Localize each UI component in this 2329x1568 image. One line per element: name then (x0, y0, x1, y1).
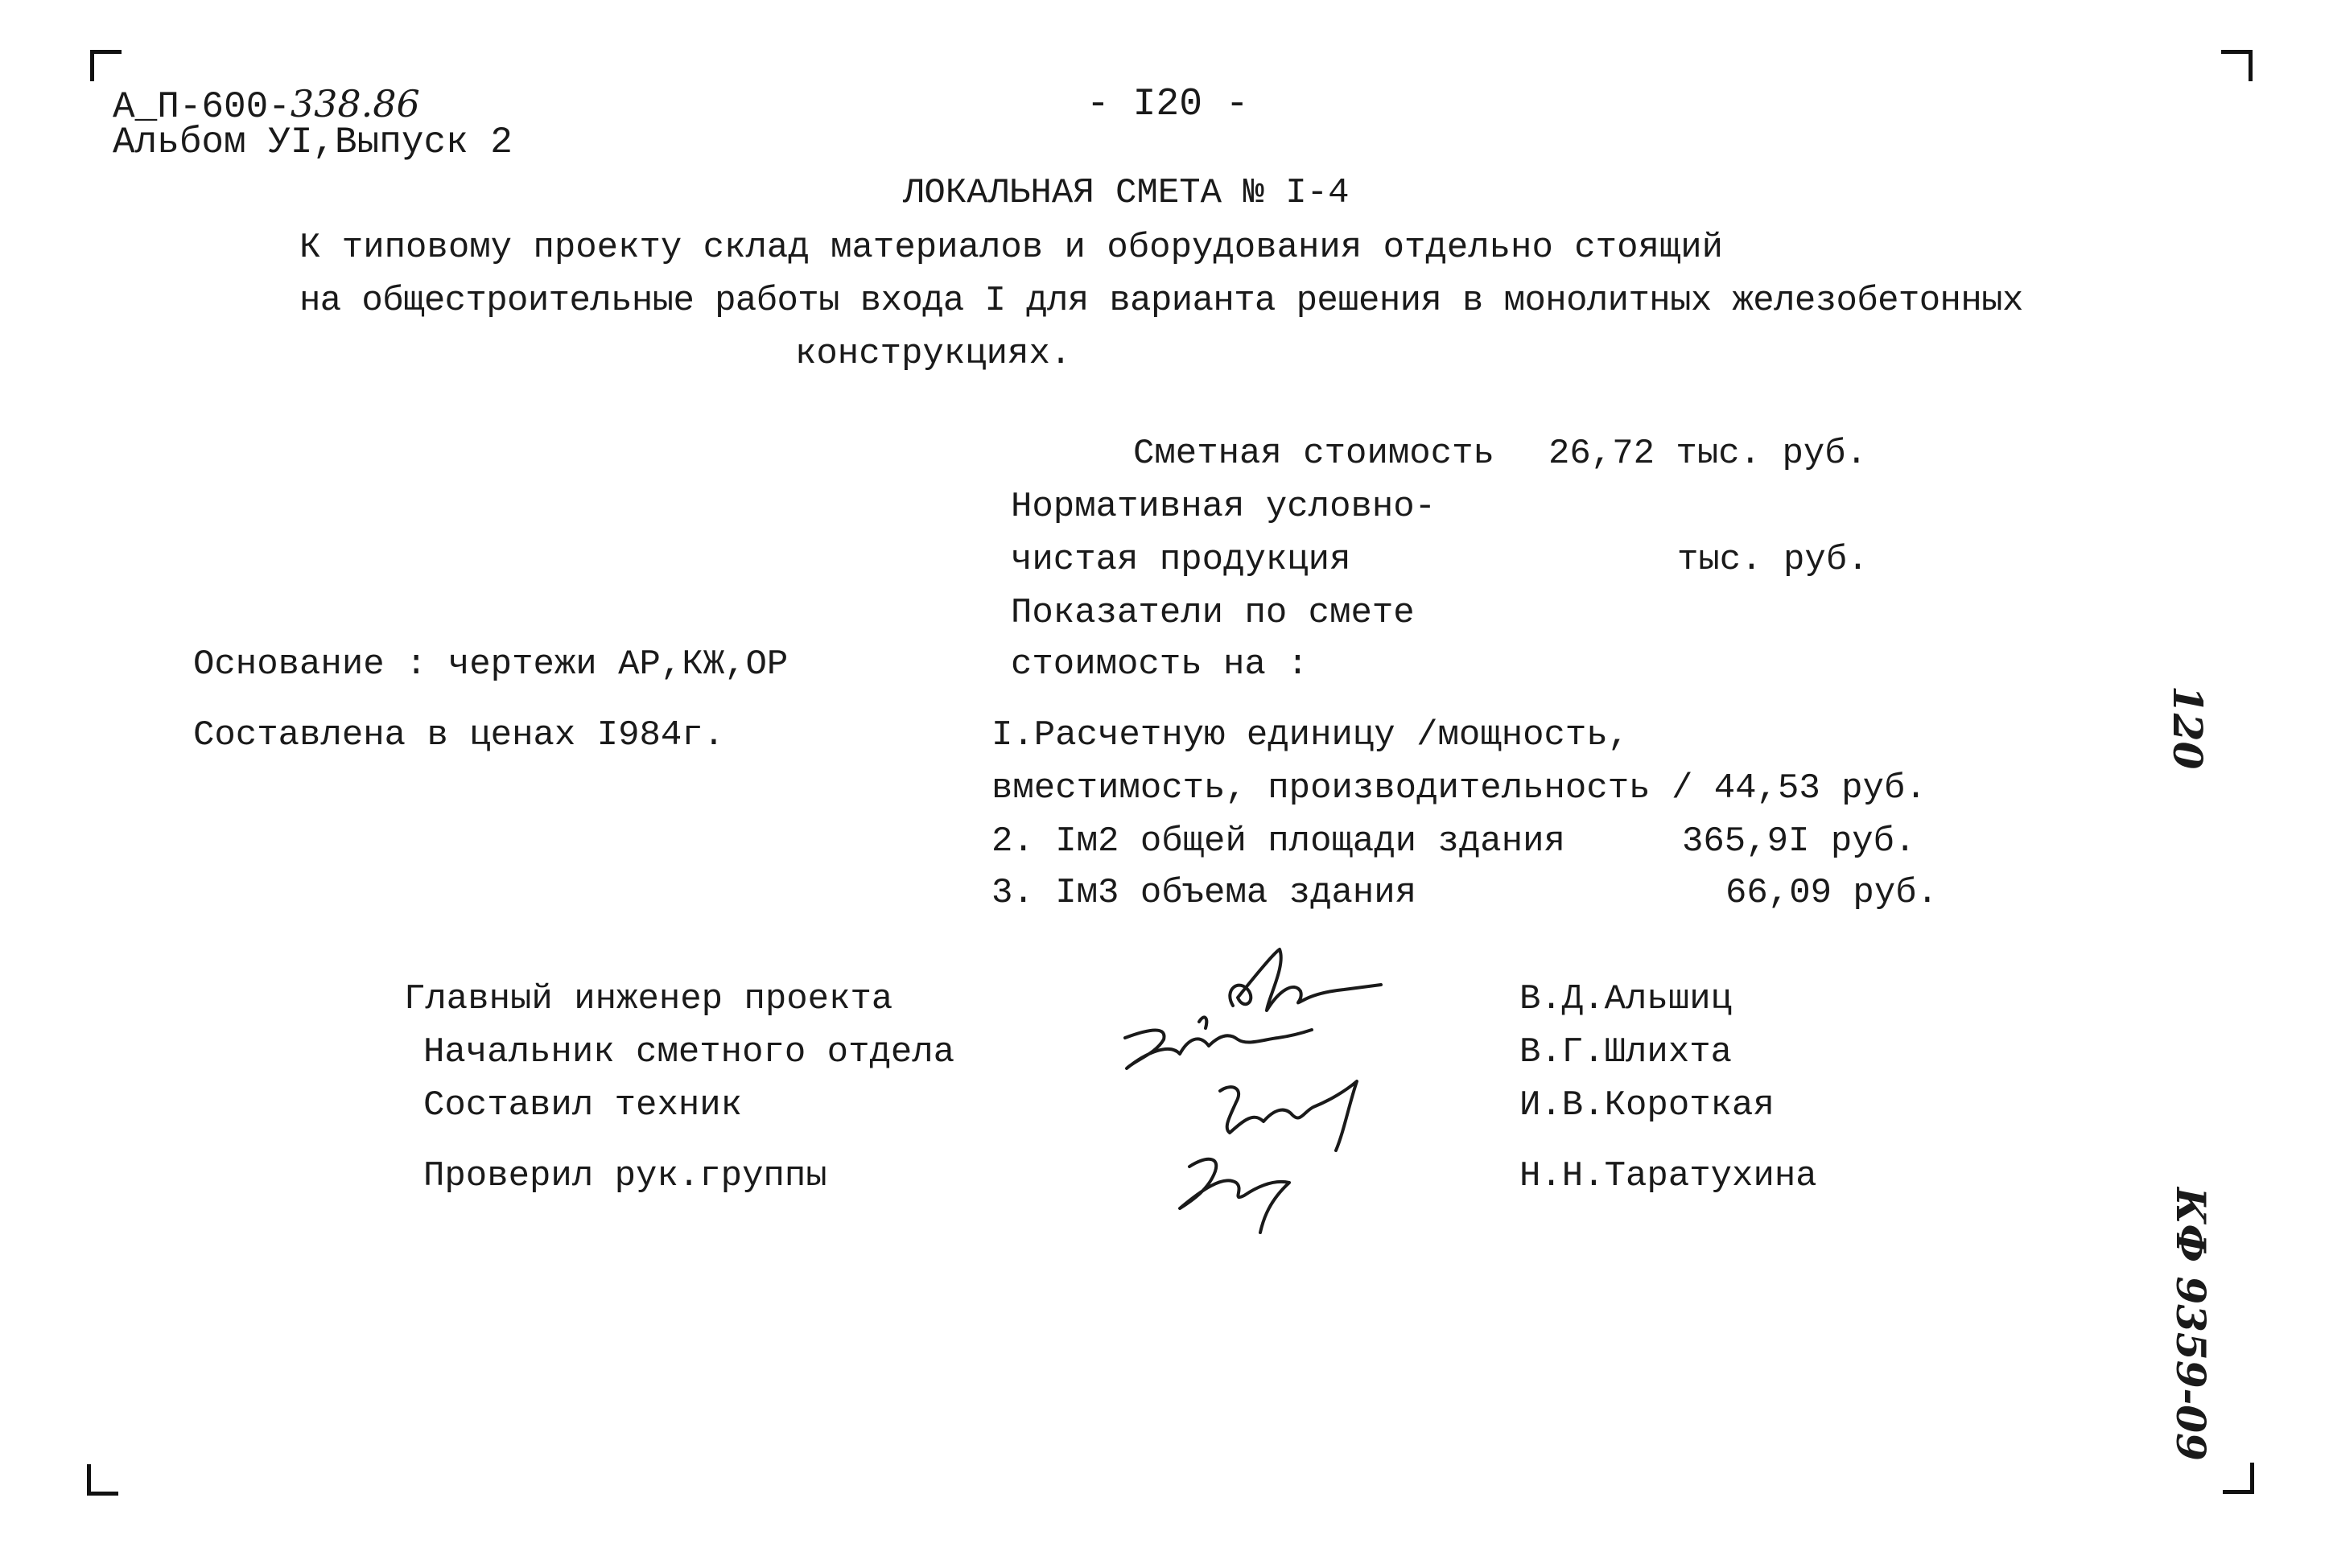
corner-mark-top-right (2221, 50, 2253, 81)
signature-stroke-1b (1199, 1017, 1206, 1028)
corner-mark-bottom-right (2223, 1463, 2254, 1494)
signature-name-compiled-by: И.В.Короткая (1519, 1085, 1775, 1126)
signature-name-estimate-head: В.Г.Шлихта (1519, 1032, 1733, 1072)
signature-role-checked-by: Проверил рук.группы (423, 1156, 827, 1196)
title-line-3: конструкциях. (795, 334, 1072, 374)
signature-stroke-2 (1125, 1030, 1312, 1068)
normative-production-unit: тыс. руб. (1677, 540, 1869, 580)
estimated-cost-value: 26,72 тыс. руб. (1548, 434, 1868, 474)
signature-role-compiled-by: Составил техник (423, 1085, 743, 1126)
indicators-line-2: стоимость на : (1011, 644, 1309, 685)
basis-drawings: Основание : чертежи АР,КЖ,ОР (193, 644, 789, 685)
corner-mark-top-left (90, 50, 122, 81)
signature-stroke-1 (1230, 949, 1381, 1010)
signature-stroke-3 (1220, 1081, 1357, 1150)
estimate-title: ЛОКАЛЬНАЯ СМЕТА № I-4 (903, 173, 1350, 213)
indicator-item-1-line-2: вместимость, производительность / 44,53 руб. (991, 768, 1927, 809)
signature-role-estimate-head: Начальник сметного отдела (423, 1032, 955, 1072)
signature-name-chief-engineer: В.Д.Альшиц (1519, 979, 1733, 1019)
document-code-handwritten: 338.86 (290, 82, 420, 126)
indicator-item-2-value: 365,9I руб. (1682, 821, 1916, 862)
album-issue: Альбом УI,Выпуск 2 (113, 121, 513, 163)
document-code (113, 82, 420, 128)
indicator-item-3-label: 3. Iм3 объема здания (991, 873, 1417, 913)
normative-production-line-1: Нормативная условно- (1011, 487, 1437, 527)
signatures-image (1103, 933, 1441, 1239)
title-line-2: на общестроительные работы входа I для варианта решения в монолитных железобетонных (299, 281, 2023, 321)
indicator-item-2-label: 2. Iм2 общей площади здания (991, 821, 1565, 862)
document-code-prefix: А_П-600- (113, 86, 291, 128)
title-line-1: К типовому проекту склад материалов и оборудования отдельно стоящий (299, 228, 1724, 268)
indicator-item-3-value: 66,09 руб. (1725, 873, 1939, 913)
indicators-line-1: Показатели по смете (1011, 593, 1415, 633)
indicator-item-1-line-1: I.Расчетную единицу /мощность, (991, 715, 1630, 755)
signature-stroke-4 (1180, 1159, 1289, 1233)
corner-mark-bottom-left (87, 1464, 118, 1496)
price-base: Составлена в ценах I984г. (193, 715, 725, 755)
margin-page-number: 120 (2164, 685, 2212, 770)
normative-production-line-2: чистая продукция (1011, 540, 1351, 580)
estimated-cost-label: Сметная стоимость (1133, 434, 1494, 474)
signature-role-chief-engineer: Главный инженер проекта (404, 979, 893, 1019)
page-number: - I20 - (1086, 83, 1249, 126)
signature-name-checked-by: Н.Н.Таратухина (1519, 1156, 1817, 1196)
margin-sheet-code: КФ 9359-09 (2167, 1187, 2215, 1461)
